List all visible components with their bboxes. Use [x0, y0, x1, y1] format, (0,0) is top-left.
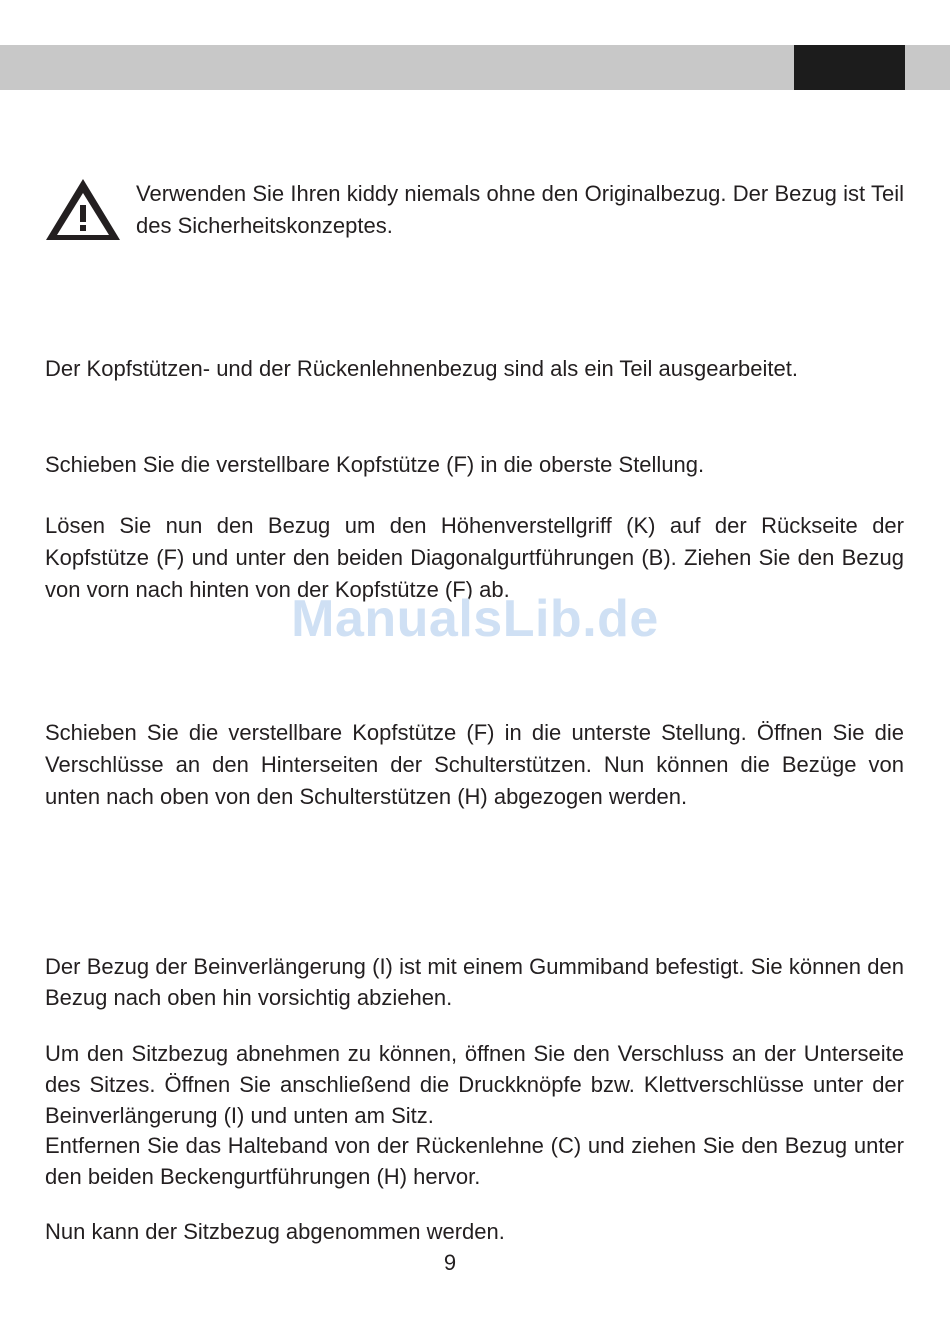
paragraph-shoulder-cover: Schieben Sie die verstellbare Kopfstütze (F) in die unterste Stellung. Öffnen Sie die Verschlüsse an den Hinterseiten der Schulterstützen. Nun können die Bezüge von unten nach oben von den Schulterstützen (H) abgezogen werden. [45, 720, 904, 809]
watermark: ManualsLib.de [291, 590, 659, 648]
paragraph-seat-cover: Um den Sitzbezug abnehmen zu können, öffnen Sie den Verschluss an der Unterseite des Sitzes. Öffnen Sie anschließend die Druckknöpfe bzw. Klettverschlüsse unter der Beinverlängerung (I) und unten am Sitz. [45, 1041, 904, 1128]
paragraph-strap: Entfernen Sie das Halteband von der Rückenlehne (C) und ziehen Sie den Bezug unter den beiden Beckengurtführungen (H) hervor. [45, 1133, 904, 1189]
paragraph-release-cover: Lösen Sie nun den Bezug um den Höhenverstellgriff (K) auf der Rückseite der Kopfstütze (F) und unter den beiden Diagonalgurtführungen (B). Ziehen Sie den Bezug von vorn nach hinten von der Kopfstütze (F) ab. [45, 513, 904, 602]
page-number: 9 [443, 1250, 457, 1275]
paragraph-headrest-cover: Der Kopfstützen- und der Rückenlehnenbezug sind als ein Teil ausgearbeitet. [45, 356, 798, 381]
paragraph-remove-seat: Nun kann der Sitzbezug abgenommen werden. [45, 1219, 505, 1244]
header-block [794, 45, 905, 90]
paragraph-leg-extension: Der Bezug der Beinverlängerung (I) ist mit einem Gummiband befestigt. Sie können den Bezug nach oben hin vorsichtig abziehen. [45, 954, 904, 1010]
warning-triangle-icon [44, 177, 122, 242]
paragraph-headrest-top: Schieben Sie die verstellbare Kopfstütze (F) in die oberste Stellung. [45, 452, 705, 477]
warning-text: Verwenden Sie Ihren kiddy niemals ohne den Originalbezug. Der Bezug ist Teil des Sicherheitskonzeptes. [136, 181, 904, 238]
